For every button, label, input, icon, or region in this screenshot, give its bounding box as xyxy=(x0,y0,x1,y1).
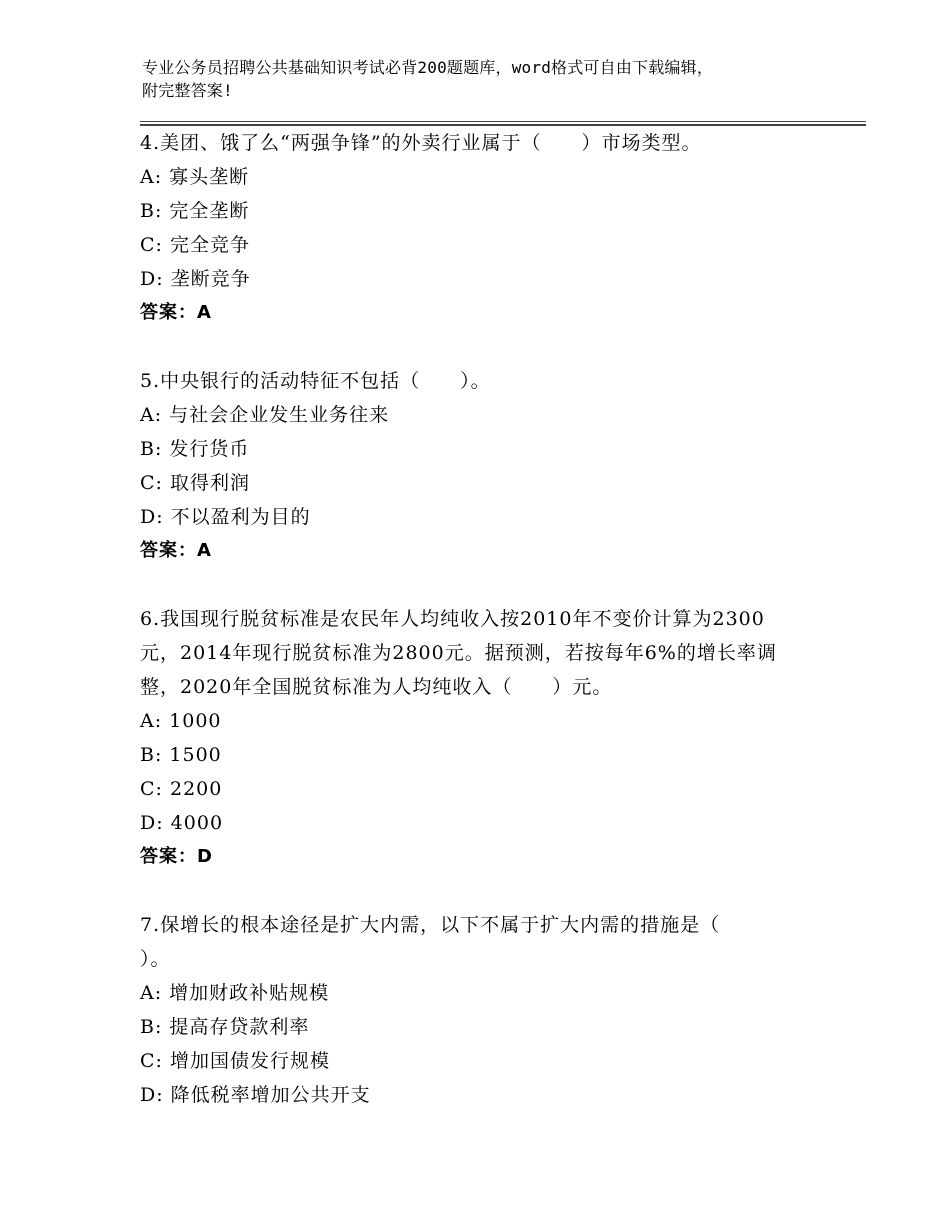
option-d: D: 垄断竞争 xyxy=(140,268,251,290)
header-line-1: 专业公务员招聘公共基础知识考试必背200题题库，word格式可自由下载编辑， xyxy=(142,58,714,77)
question-text: 4.美团、饿了么“两强争锋”的外卖行业属于（ ）市场类型。 xyxy=(140,132,702,154)
option-c: C: 完全竞争 xyxy=(140,234,250,256)
answer: 答案：D xyxy=(140,846,213,867)
option-c: C: 取得利润 xyxy=(140,472,250,494)
question-block xyxy=(140,908,840,1112)
question-block xyxy=(140,364,840,568)
option-a: A: 寡头垄断 xyxy=(140,166,250,188)
option-a: A: 1000 xyxy=(140,710,222,732)
question-text-line-1: 7.保增长的根本途径是扩大内需，以下不属于扩大内需的措施是（ xyxy=(140,914,721,936)
option-a: A: 增加财政补贴规模 xyxy=(140,982,330,1004)
answer: 答案：A xyxy=(140,302,212,323)
question-text: 5.中央银行的活动特征不包括（ ）。 xyxy=(140,370,491,392)
question-list xyxy=(140,126,840,1112)
option-b: B: 1500 xyxy=(140,744,222,766)
option-d: D: 不以盈利为目的 xyxy=(140,506,311,528)
header-line-2: 附完整答案! xyxy=(142,81,233,100)
option-b: B: 完全垄断 xyxy=(140,200,250,222)
option-c: C: 2200 xyxy=(140,778,223,800)
question-block xyxy=(140,126,840,330)
question-text-line-3: 整，2020年全国脱贫标准为人均纯收入（ ）元。 xyxy=(140,676,613,698)
option-b: B: 发行货币 xyxy=(140,438,250,460)
document-header xyxy=(142,56,842,102)
option-d: D: 降低税率增加公共开支 xyxy=(140,1084,371,1106)
option-c: C: 增加国债发行规模 xyxy=(140,1050,330,1072)
question-text-line-1: 6.我国现行脱贫标准是农民年人均纯收入按2010年不变价计算为2300 xyxy=(140,608,765,630)
question-block xyxy=(140,602,840,874)
question-text-line-2: 元，2014年现行脱贫标准为2800元。据预测，若按每年6%的增长率调 xyxy=(140,642,777,664)
option-d: D: 4000 xyxy=(140,812,224,834)
option-b: B: 提高存贷款利率 xyxy=(140,1016,310,1038)
option-a: A: 与社会企业发生业务往来 xyxy=(140,404,390,426)
answer: 答案：A xyxy=(140,540,212,561)
header-rule-thin xyxy=(140,121,866,122)
question-text-line-2: ）。 xyxy=(140,948,171,970)
